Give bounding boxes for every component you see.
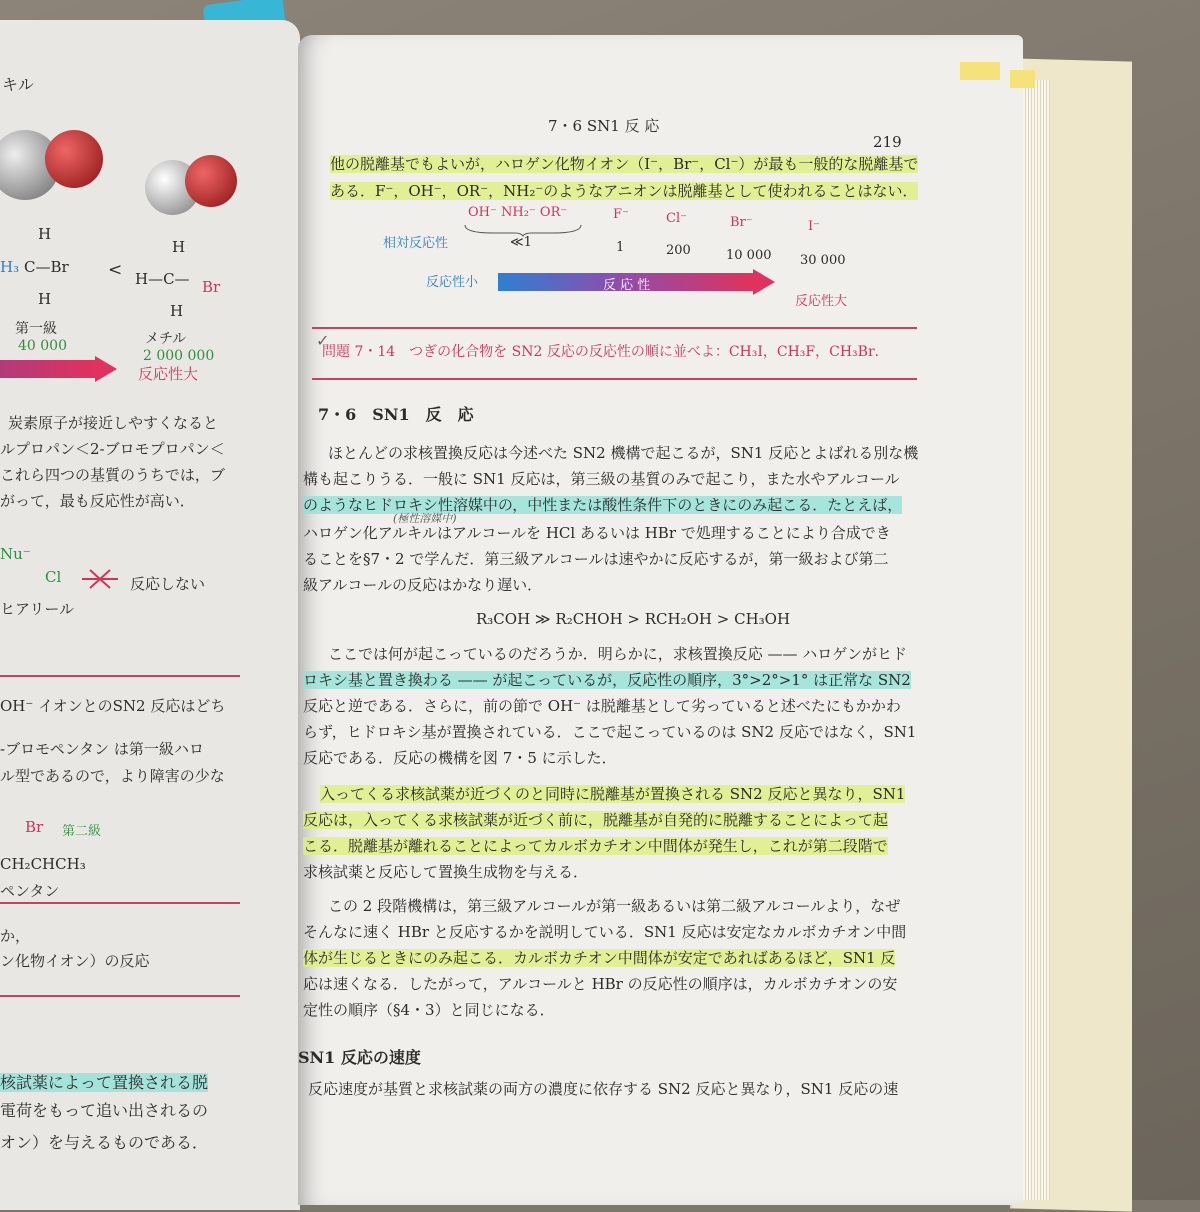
left-para3-line2: ン化物イオン）の反応 <box>0 952 150 970</box>
problem-rule-bottom <box>312 378 917 380</box>
left-para4-line2: 電荷をもって追い出されるの <box>0 1101 209 1120</box>
para1-line5: ることを§7・2 で学んだ．第三級アルコールは速やかに反応するが，第一級および第二 <box>303 550 889 568</box>
right-formula-h-bottom: H <box>170 302 184 320</box>
reactivity-group-1: F⁻ <box>613 207 629 222</box>
yellow-sticky-tab-1 <box>960 62 1000 80</box>
para3-line3-text: こる．脱離基が離れることによってカルボカチオン中間体が発生し，これが第二段階で <box>303 837 888 855</box>
left-rule-2 <box>0 902 240 904</box>
right-formula-name: メチル <box>145 331 187 347</box>
left-page <box>0 20 300 1210</box>
section-title: 7・6 SN1 反 応 <box>318 405 474 424</box>
secondary-label: 第二級 <box>62 824 102 839</box>
para2-line2-text: ロキシ基と置き換わる —— が起こっているが，反応性の順序，3°>2°>1° は正常な SN2 <box>303 671 911 689</box>
para2-line2 <box>303 669 911 690</box>
reactivity-value-4: 30 000 <box>800 253 846 268</box>
para5-line1: 反応速度が基質と求核試薬の両方の濃度に依存する SN2 反応と異なり，SN1 反応の速 <box>308 1080 899 1098</box>
page-number: 219 <box>873 133 902 151</box>
left-para4-line1-text: 核試薬によって置換される脱 <box>0 1073 209 1092</box>
left-formula-name: 第一級 <box>15 321 57 337</box>
reactivity-value-1: 1 <box>616 240 625 255</box>
subheading: SN1 反応の速度 <box>298 1048 421 1067</box>
reactivity-arrow-left <box>0 360 95 378</box>
reactivity-group-0: OH⁻ NH₂⁻ OR⁻ <box>468 205 568 220</box>
left-para2-line3: ル型であるので，より障害の少な <box>0 767 225 785</box>
no-reaction-label: 反応しない <box>130 575 206 593</box>
left-formula-row: C—Br <box>24 258 69 276</box>
reactivity-label: 相対反応性 <box>383 236 449 251</box>
left-formula-h-bottom: H <box>38 290 52 308</box>
left-formula-ch3: H₃ <box>0 258 20 276</box>
para1-line4: ハロゲン化アルキルはアルコールを HCl あるいは HBr で処理することにより合成でき <box>303 524 891 542</box>
reactivity-group-3: Br⁻ <box>730 215 753 230</box>
reactivity-group-4: I⁻ <box>808 219 820 234</box>
reactivity-value-0: ≪1 <box>510 235 532 250</box>
intro-line1-text: 他の脱離基でもよいが，ハロゲン化物イオン（I⁻，Br⁻，Cl⁻）が最も一般的な脱離基で <box>330 155 919 173</box>
para4-line1: この 2 段階機構は，第三級アルコールが第一級あるいは第二級アルコールより，なぜ <box>328 897 901 915</box>
left-formula-h-top: H <box>38 225 52 243</box>
aryl-label: ヒアリール <box>0 600 75 618</box>
left-rule-3 <box>0 995 240 997</box>
reactivity-value-2: 200 <box>666 243 691 258</box>
para2-line3: 反応と逆である．さらに，前の節で OH⁻ は脱離基として劣っていると述べたにもかかわ <box>303 697 901 715</box>
para3-line3 <box>303 835 888 856</box>
reactivity-value-3: 10 000 <box>726 248 772 263</box>
left-formula-value: 40 000 <box>18 338 67 354</box>
para2-line4: らず，ヒドロキシ基が置換されている．ここで起こっているのは SN2 反応ではなく，SN1 <box>303 723 917 741</box>
para1-line3-text: のようなヒドロキシ性溶媒中の，中性または酸性条件下のときにのみ起こる．たとえば， <box>303 496 903 514</box>
para3-line1 <box>320 783 905 804</box>
br-label: Br <box>25 818 44 836</box>
checkmark-icon: ✓ <box>316 331 330 350</box>
intro-line2 <box>330 180 918 201</box>
no-reaction-cross-icon <box>80 568 120 590</box>
para4-line3-text: 体が生じるときにのみ起こる．カルボカチオン中間体が安定であればあるほど，SN1 反 <box>303 949 896 967</box>
reactivity-group-2: Cl⁻ <box>666 211 687 226</box>
para4-line4: 応は速くなる．したがって，アルコールと HBr の反応性の順序は，カルボカチオンの安 <box>303 975 898 993</box>
para3-line1-text: 入ってくる求核試薬が近づくのと同時に脱離基が置換される SN2 反応と異なり，SN1 <box>320 785 906 803</box>
para1-line1: ほとんどの求核置換反応は今述べた SN2 機構で起こるが，SN1 反応とよばれる別な機 <box>328 444 919 462</box>
molecule-bromine-1 <box>45 130 103 188</box>
left-para1-line2: ルプロパン＜2‑ブロモプロパン＜ <box>0 440 225 458</box>
right-page <box>298 35 1023 1205</box>
para2-line1: ここでは何が起こっているのだろうか．明らかに，求核置換反応 —— ハロゲンがヒド <box>328 645 907 663</box>
para4-line5: 定性の順序（§4・3）と同じになる． <box>303 1001 555 1019</box>
left-arrow-label: 反応性大 <box>138 365 199 383</box>
reactivity-bar-label: 反 応 性 <box>603 278 651 293</box>
intro-line1 <box>330 153 918 174</box>
alcohol-equation: R₃COH ≫ R₂CHOH > RCH₂OH > CH₃OH <box>476 610 791 628</box>
page-stack-lines <box>1020 80 1050 1200</box>
right-formula-row: H—C— <box>135 270 190 288</box>
para3-line4: 求核試薬と反応して置換生成物を与える． <box>303 863 589 881</box>
right-formula-h-top: H <box>172 238 186 256</box>
left-para1-line1: 炭素原子が接近しやすくなると <box>8 414 219 432</box>
chain-formula: CH₂CHCH₃ <box>0 855 86 873</box>
yellow-sticky-tab-2 <box>1010 70 1035 88</box>
left-section-rule <box>0 675 240 677</box>
reactivity-high-label: 反応性大 <box>795 294 848 309</box>
problem-text-inner: 問題 7・14 つぎの化合物を SN2 反応の反応性の順に並べよ：CH₃I，CH₃F，CH₃Br． <box>322 344 889 360</box>
left-para2-line1: OH⁻ イオンとのSN2 反応はどち <box>0 697 226 715</box>
para1-line6: 級アルコールの反応はかなり遅い． <box>303 576 543 594</box>
para2-line5: 反応である．反応の機構を図 7・5 に示した． <box>303 749 617 767</box>
para1-line2: 構も起こりうる．一般に SN1 反応は，第三級の基質のみで起こり，また水やアルコール <box>303 470 900 488</box>
pentane-label: ペンタン <box>0 882 60 900</box>
compare-symbol: < <box>108 260 123 280</box>
reactivity-arrow-head-left <box>95 356 117 382</box>
para3-line2-text: 反応は，入ってくる求核試薬が近づく前に，脱離基が自発的に脱離することによって起 <box>303 811 889 829</box>
left-para3-line1: か， <box>0 927 31 945</box>
left-para1-line3: これら四つの基質のうちでは，ブ <box>0 466 225 484</box>
problem-rule-top <box>312 327 917 329</box>
left-para1-line4: がって，最も反応性が高い． <box>0 492 195 510</box>
left-para4-line3: オン）を与えるものである． <box>0 1133 209 1152</box>
para4-line3 <box>303 947 895 968</box>
left-para2-line2: ‑ブロモペンタン は第一級ハロ <box>0 740 204 758</box>
para3-line2 <box>303 809 888 830</box>
left-para4-line1 <box>0 1070 208 1093</box>
nu-label: Nu⁻ <box>0 545 31 563</box>
reactivity-low-label: 反応性小 <box>426 275 479 290</box>
problem-text <box>322 341 889 361</box>
para4-line2: そんなに速く HBr と反応するかを説明している．SN1 反応は安定なカルボカチオン中間 <box>303 923 907 941</box>
left-running-head: キル <box>2 75 34 94</box>
cl-label: Cl <box>45 568 62 586</box>
running-head: 7・6 SN1 反 応 <box>548 117 660 135</box>
right-formula-br: Br <box>202 278 221 296</box>
right-formula-value: 2 000 000 <box>143 348 215 364</box>
reactivity-arrow-head <box>753 269 775 295</box>
molecule-bromine-2 <box>185 155 237 207</box>
handwritten-note: (極性溶媒中) <box>393 512 457 525</box>
intro-line2-text: ある．F⁻，OH⁻，OR⁻，NH₂⁻のようなアニオンは脱離基として使われることはない． <box>330 182 918 200</box>
